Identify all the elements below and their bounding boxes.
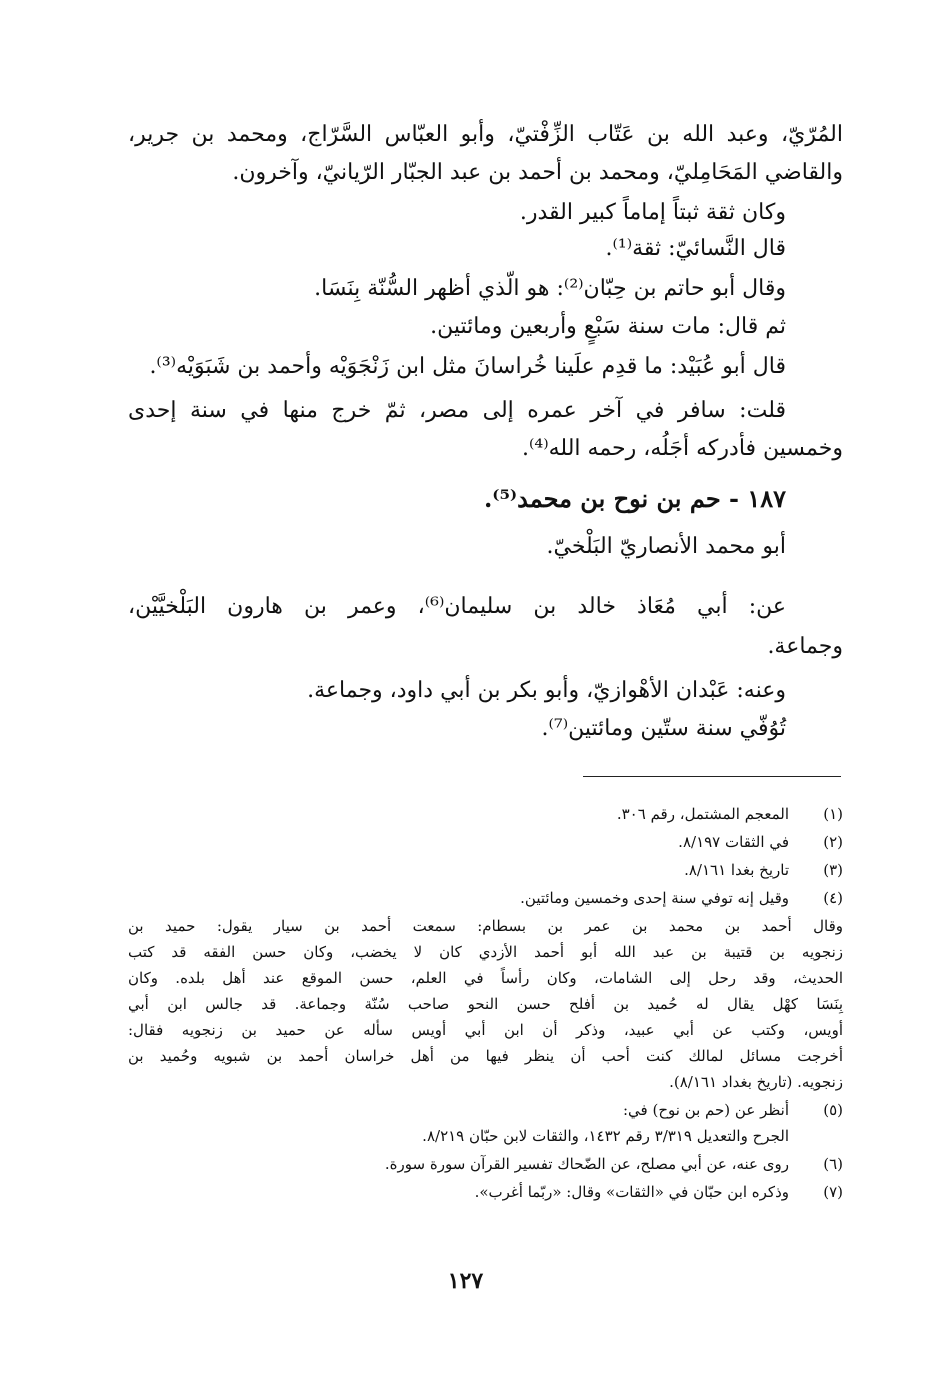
footnote-text-7: وذكره ابن حبّان في «الثقات» وقال: «ربّما أغرب». [474, 1183, 789, 1201]
footnote-text-5: أنظر عن (حم بن نوح) في: [622, 1101, 789, 1119]
footnote-4-para-line-4: بِنَسَا كهْل يقال له حُميد بن أفلح حسن النحو صاحب سُنّة وجماعة. قد جالس ابن أبي [128, 995, 843, 1013]
footnote-number-6: (٦) [823, 1155, 843, 1173]
footnote-number-4: (٤) [823, 889, 843, 907]
footnote-number-3: (٣) [823, 861, 843, 879]
body-line-5: وقال أبو حاتم بن حِبّان⁽²⁾: هو الّذي أظهر السُّنّة بِنَسَا. [314, 276, 786, 301]
entry-heading: ١٨٧ - حم بن نوح بن محمد⁽⁵⁾. [483, 484, 786, 513]
footnote-number-2: (٢) [823, 833, 843, 851]
body-line-8: قلت: سافر في آخر عمره إلى مصر، ثمّ خرج منها في سنة إحدى [128, 398, 786, 423]
entry-students: وعنه: عَبْدان الأهْوازيّ، وأبو بكر بن أبي داود، وجماعة. [307, 678, 786, 703]
footnote-text-3: تاريخ بغدا ٨/١٦١. [684, 861, 789, 879]
footnote-4-para-line-3: الحديث، وقد رحل إلى الشامات، وكان رأساً في العلم، حسن الموقع عند أهل بلده. وكان [128, 969, 843, 987]
footnote-4-para-line-5: أويس، وكتب عن أبي عبيد، وذكر أن ابن أبي أويس سأله عن حميد بن زنجويه فقال: [128, 1021, 843, 1039]
footnote-number-5: (٥) [823, 1101, 843, 1119]
body-line-9: وخمسين فأدركه أجَلُه، رحمه الله⁽⁴⁾. [522, 436, 843, 461]
footnote-4-para-line-1: وقال أحمد بن محمد بن عمر بن بسطام: سمعت أحمد بن سيار يقول: حميد بن [128, 917, 843, 935]
footnote-text-1: المعجم المشتمل، رقم ٣٠٦. [616, 805, 789, 823]
body-line-6: ثم قال: مات سنة سَبْعٍ وأربعين ومائتين. [430, 314, 786, 339]
entry-death: تُوُفّي سنة ستّين ومائتين⁽⁷⁾. [541, 716, 786, 741]
footnote-text-6: روى عنه، عن أبي مصلح، عن الضّحاك تفسير القرآن سورة سورة. [384, 1155, 789, 1173]
footnote-number-1: (١) [823, 805, 843, 823]
body-line-4: قال النَّسائيّ: ثقة⁽¹⁾. [605, 236, 786, 261]
body-line-1: المُرّيّ، وعبد الله بن عَتّاب الزِّفْتيّ، وأبو العبّاس السَّرّاج، ومحمد بن جرير، [128, 122, 843, 147]
footnote-separator [583, 776, 841, 777]
footnote-text-4: وقيل إنه توفي سنة إحدى وخمسين ومائتين. [520, 889, 789, 907]
footnote-text-2: في الثقات ٨/١٩٧. [678, 833, 789, 851]
footnote-number-7: (٧) [823, 1183, 843, 1201]
page-number: ١٢٧ [447, 1268, 484, 1294]
entry-nisba: أبو محمد الأنصاريّ البَلْخيّ. [546, 534, 786, 559]
body-line-7: قال أبو عُبَيْد: ما قدِم علَينا خُراسانَ مثل ابن زَنْجَوَيْه وأحمد بن شَبَوَيْه⁽³⁾. [149, 354, 786, 379]
footnote-4-para-line-2: زنجويه بن قتيبة بن عبد الله أبو أحمد الأزدي كان لا يخضب، وكان حسن الفقه قد كتب [128, 943, 843, 961]
entry-from-line-1: عن: أبي مُعَاذ خالد بن سليمان⁽⁶⁾، وعمر بن هارون البَلْخيَّيْن، [128, 594, 786, 619]
entry-from-line-2: وجماعة. [767, 634, 843, 659]
body-line-2: والقاضي المَحَامِليّ، ومحمد بن أحمد بن عبد الجبّار الرّيانيّ، وآخرون. [232, 160, 843, 185]
footnote-4-para-line-6: أخرجت مسائل لمالك كنت أحب أن ينظر فيها من أهل خراسان أحمد بن شبويه وحُميد بن [128, 1047, 843, 1065]
body-line-3: وكان ثقة ثبتاً إماماً كبير القدر. [519, 200, 786, 225]
footnote-text-5-line-2: الجرح والتعديل ٣/٣١٩ رقم ١٤٣٢، والثقات لابن حبّان ٨/٢١٩. [422, 1127, 789, 1145]
footnote-4-para-line-7: زنجويه. (تاريخ بغداد ٨/١٦١). [669, 1073, 843, 1091]
